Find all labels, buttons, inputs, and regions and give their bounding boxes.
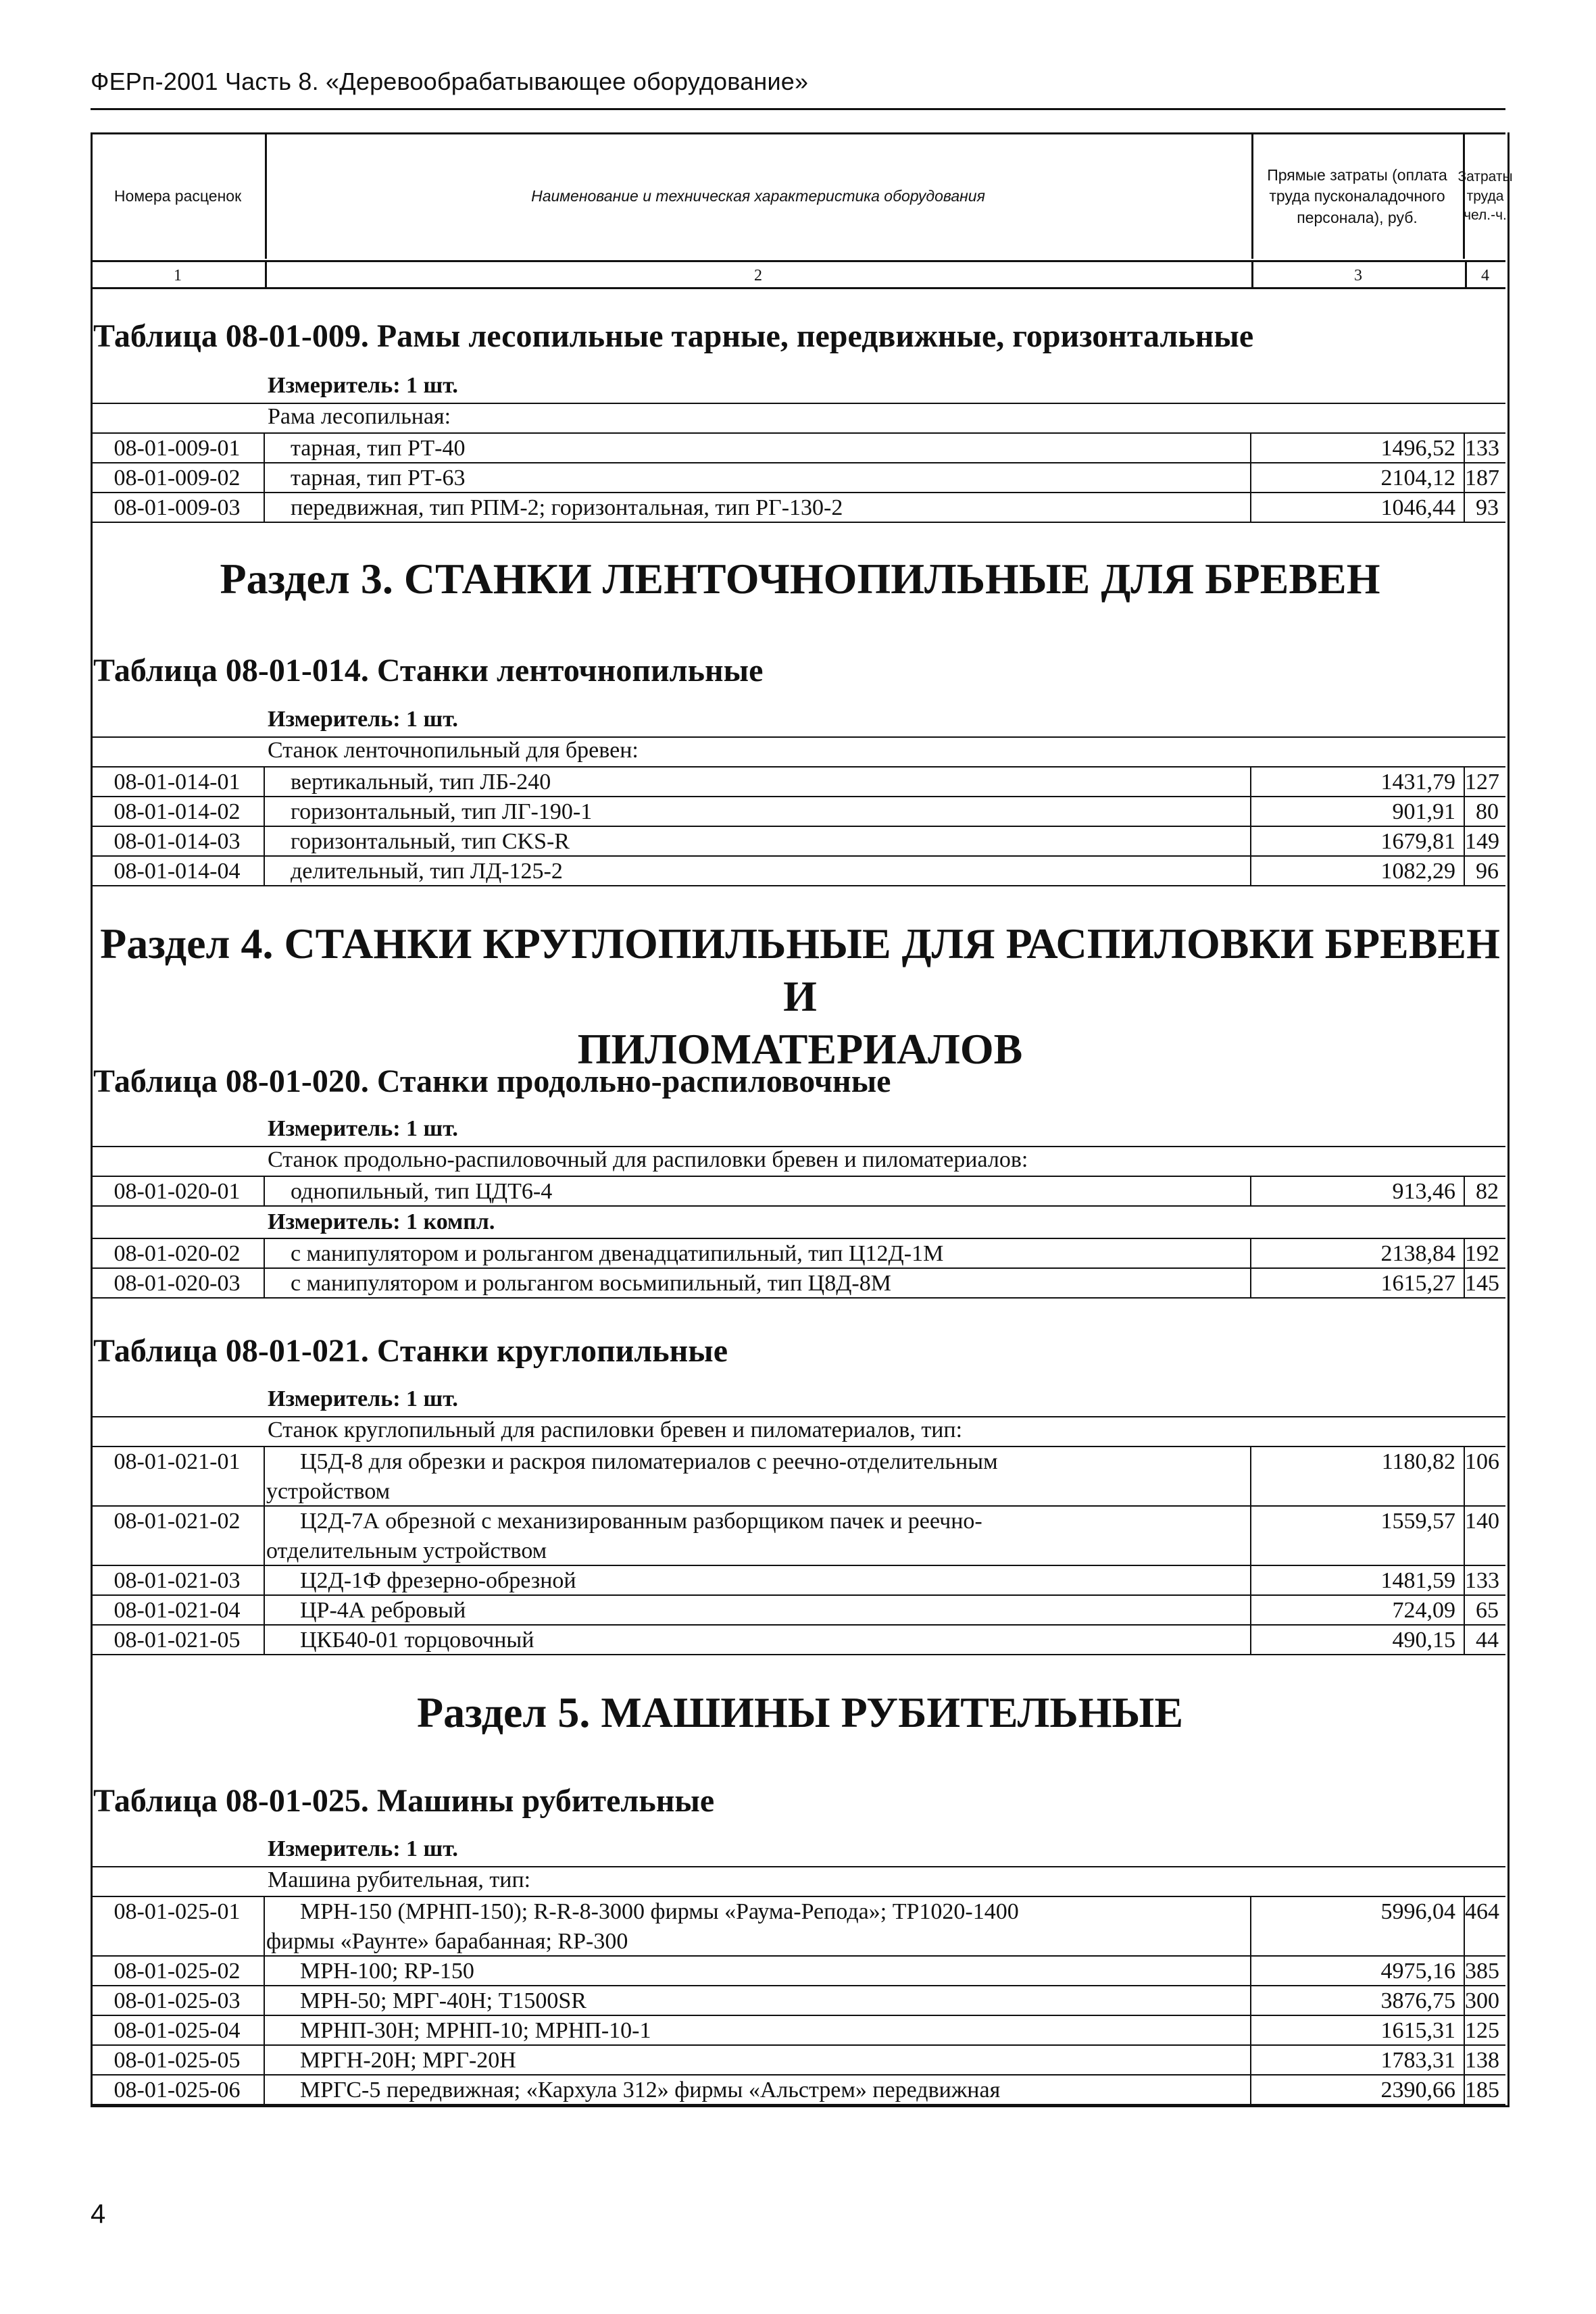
table-row: [91, 1596, 1505, 1626]
table-title-009: Таблица 08-01-009. Рамы лесопильные тарные, передвижные, горизонтальные: [93, 318, 1254, 354]
row-code: 08-01-020-03: [91, 1269, 265, 1299]
row-labor: 82: [1476, 1179, 1499, 1204]
table-row: [91, 1177, 1505, 1207]
row-name: МРГН-20Н; МРГ-20Н: [265, 2046, 1251, 2076]
table-row: [91, 857, 1505, 886]
table-row: [91, 1447, 1505, 1507]
table-row: [91, 493, 1505, 523]
row-name: с манипулятором и рольгангом двенадцатипильный, тип Ц12Д-1М: [265, 1239, 1251, 1269]
table-row: [91, 1507, 1505, 1566]
row-name: МРН-100; RP-150: [265, 1957, 1251, 1986]
table-row: [91, 2076, 1505, 2105]
row-labor: 300: [1465, 1988, 1499, 2013]
row-cost: 1431,79: [1251, 768, 1465, 797]
row-labor: 464: [1465, 1899, 1499, 1924]
header-bottom-rule: [91, 287, 1505, 289]
table-row: [91, 827, 1505, 857]
header-col-cost: Прямые затраты (оплата труда пусконаладочного персонала), руб.: [1251, 134, 1465, 259]
row-labor: 192: [1465, 1241, 1499, 1266]
row-cost: 3876,75: [1251, 1986, 1465, 2016]
row-cost: 5996,04: [1251, 1897, 1465, 1957]
row-labor: 138: [1465, 2048, 1499, 2073]
section-4-line-2: ПИЛОМАТЕРИАЛОВ: [577, 1025, 1023, 1073]
row-labor: 149: [1465, 829, 1499, 854]
section-title-3: Раздел 3. СТАНКИ ЛЕНТОЧНОПИЛЬНЫЕ ДЛЯ БРЕВЕН: [220, 555, 1380, 603]
row-cost: 1615,31: [1251, 2016, 1465, 2046]
row-code: 08-01-025-05: [91, 2046, 265, 2076]
table-title-014: Таблица 08-01-014. Станки ленточнопильные: [93, 653, 764, 688]
row-labor: 80: [1476, 799, 1499, 824]
row-labor: 44: [1476, 1628, 1499, 1653]
row-cost: 490,15: [1251, 1626, 1465, 1655]
row-code: 08-01-014-01: [91, 768, 265, 797]
row-cost: 1496,52: [1251, 434, 1465, 463]
row-labor: 187: [1465, 466, 1499, 491]
row-labor: 106: [1465, 1449, 1499, 1474]
row-labor: 140: [1465, 1509, 1499, 1534]
table-row: [91, 2016, 1505, 2046]
unit-009: Измеритель: 1 шт.: [268, 373, 458, 398]
group-020: Станок продольно-распиловочный для распиловки бревен и пиломатериалов:: [268, 1147, 1028, 1172]
row-name: Ц2Д-1Ф фрезерно-обрезной: [265, 1566, 1251, 1596]
row-labor: 127: [1465, 770, 1499, 795]
table-row: [91, 1239, 1505, 1269]
unit-014: Измеритель: 1 шт.: [268, 707, 458, 732]
row-cost: 901,91: [1251, 797, 1465, 827]
row-code: 08-01-009-03: [91, 493, 265, 523]
row-code: 08-01-009-01: [91, 434, 265, 463]
page-number: 4: [91, 2199, 106, 2229]
row-code: 08-01-021-01: [91, 1447, 265, 1507]
row-cost: 1180,82: [1251, 1447, 1465, 1507]
table-row: [91, 2046, 1505, 2076]
row-code: 08-01-009-02: [91, 463, 265, 493]
running-head-rule: [91, 108, 1505, 110]
row-name: горизонтальный, тип ЛГ-190-1: [265, 797, 1251, 827]
row-cost: 2390,66: [1251, 2076, 1465, 2105]
row-name: ЦР-4А ребровый: [265, 1596, 1251, 1626]
group-014: Станок ленточнопильный для бревен:: [268, 738, 639, 763]
table-row: [91, 1986, 1505, 2016]
row-cost: 1679,81: [1251, 827, 1465, 857]
row-code: 08-01-014-02: [91, 797, 265, 827]
row-name: МРНП-30Н; МРНП-10; МРНП-10-1: [265, 2016, 1251, 2046]
table-title-020: Таблица 08-01-020. Станки продольно-распиловочные: [93, 1063, 891, 1099]
running-head: ФЕРп-2001 Часть 8. «Деревообрабатывающее оборудование»: [91, 68, 809, 95]
row-cost: 1481,59: [1251, 1566, 1465, 1596]
row-code: 08-01-014-04: [91, 857, 265, 886]
row-labor: 133: [1465, 436, 1499, 461]
row-labor: 133: [1465, 1568, 1499, 1593]
column-header: [91, 132, 1513, 290]
table-row: [91, 768, 1505, 797]
row-cost: 1082,29: [1251, 857, 1465, 886]
row-name: с манипулятором и рольгангом восьмипильный, тип Ц8Д-8М: [265, 1269, 1251, 1299]
row-cost: 724,09: [1251, 1596, 1465, 1626]
row-name-line-2: отделительным устройством: [266, 1538, 547, 1563]
section-title-5: Раздел 5. МАШИНЫ РУБИТЕЛЬНЫЕ: [416, 1688, 1184, 1736]
row-cost: 2104,12: [1251, 463, 1465, 493]
row-labor: 93: [1476, 495, 1499, 520]
row-code: 08-01-025-06: [91, 2076, 265, 2105]
row-cost: 4975,16: [1251, 1957, 1465, 1986]
unit-021: Измеритель: 1 шт.: [268, 1386, 458, 1411]
row-code: 08-01-021-05: [91, 1626, 265, 1655]
row-name-line-1: МРН-150 (МРНП-150); R-R-8-3000 фирмы «Раума-Репода»; ТР1020-1400: [300, 1899, 1019, 1924]
row-code: 08-01-020-01: [91, 1177, 265, 1207]
table-row: [91, 1897, 1505, 1957]
unit-025: Измеритель: 1 шт.: [268, 1836, 458, 1861]
row-labor: 96: [1476, 859, 1499, 884]
row-name: [265, 1507, 1251, 1566]
row-name: передвижная, тип РПМ-2; горизонтальная, тип РГ-130-2: [265, 493, 1251, 523]
table-row: [91, 797, 1505, 827]
row-code: 08-01-025-01: [91, 1897, 265, 1957]
row-code: 08-01-020-02: [91, 1239, 265, 1269]
table-row: [91, 1626, 1505, 1655]
row-name: тарная, тип РТ-40: [265, 434, 1251, 463]
row-labor: 65: [1476, 1598, 1499, 1623]
row-name: делительный, тип ЛД-125-2: [265, 857, 1251, 886]
section-title-4: [95, 917, 1505, 1076]
row-labor: 385: [1465, 1959, 1499, 1984]
row-labor: 125: [1465, 2018, 1499, 2043]
header-num-1: 1: [91, 260, 267, 289]
row-name: МРН-50; МРГ-40Н; Т1500SR: [265, 1986, 1251, 2016]
header-num-2: 2: [265, 260, 1253, 289]
row-code: 08-01-025-03: [91, 1986, 265, 2016]
row-cost: 1783,31: [1251, 2046, 1465, 2076]
table-row: [91, 434, 1505, 463]
row-cost: 1046,44: [1251, 493, 1465, 523]
row-cost: 2138,84: [1251, 1239, 1465, 1269]
table-title-021: Таблица 08-01-021. Станки круглопильные: [93, 1333, 728, 1369]
row-name: горизонтальный, тип CKS-R: [265, 827, 1251, 857]
table-title-025: Таблица 08-01-025. Машины рубительные: [93, 1783, 715, 1819]
table-row: [91, 1269, 1505, 1299]
row-labor: 185: [1465, 2078, 1499, 2103]
table-row: [91, 1957, 1505, 1986]
row-name: ЦКБ40-01 торцовочный: [265, 1626, 1251, 1655]
unit-020: Измеритель: 1 шт.: [268, 1116, 458, 1141]
group-009: Рама лесопильная:: [268, 404, 451, 429]
row-name-line-2: фирмы «Раунте» барабанная; RP-300: [266, 1929, 628, 1954]
row-cost: 1559,57: [1251, 1507, 1465, 1566]
group-021: Станок круглопильный для распиловки бревен и пиломатериалов, тип:: [268, 1417, 963, 1442]
row-code: 08-01-021-02: [91, 1507, 265, 1566]
header-num-3: 3: [1251, 260, 1467, 289]
header-col-codes: Номера расценок: [91, 134, 267, 259]
row-name: [265, 1447, 1251, 1507]
row-name: МРГС-5 передвижная; «Кархула 312» фирмы «Альстрем» передвижная: [265, 2076, 1251, 2105]
row-name: тарная, тип РТ-63: [265, 463, 1251, 493]
header-num-4: 4: [1465, 260, 1505, 289]
row-cost: 1615,27: [1251, 1269, 1465, 1299]
row-name: [265, 1897, 1251, 1957]
row-code: 08-01-025-04: [91, 2016, 265, 2046]
row-code: 08-01-014-03: [91, 827, 265, 857]
header-col-name: Наименование и техническая характеристика оборудования: [265, 134, 1253, 259]
row-name-line-1: Ц5Д-8 для обрезки и раскроя пиломатериалов с реечно-отделительным: [300, 1449, 998, 1474]
section-4-line-1: Раздел 4. СТАНКИ КРУГЛОПИЛЬНЫЕ ДЛЯ РАСПИЛОВКИ БРЕВЕН И: [100, 920, 1500, 1020]
row-labor: 145: [1465, 1271, 1499, 1296]
row-name: вертикальный, тип ЛБ-240: [265, 768, 1251, 797]
unit-020-kompl: Измеритель: 1 компл.: [268, 1209, 495, 1234]
row-code: 08-01-021-03: [91, 1566, 265, 1596]
row-code: 08-01-021-04: [91, 1596, 265, 1626]
table-row: [91, 1566, 1505, 1596]
row-name-line-1: Ц2Д-7А обрезной с механизированным разборщиком пачек и реечно-: [300, 1509, 982, 1534]
table-row: [91, 463, 1505, 493]
header-col-labor: Затраты труда чел.-ч.: [1457, 169, 1513, 224]
row-cost: 913,46: [1251, 1177, 1465, 1207]
group-025: Машина рубительная, тип:: [268, 1867, 531, 1892]
row-name: однопильный, тип ЦДТ6-4: [265, 1177, 1251, 1207]
row-code: 08-01-025-02: [91, 1957, 265, 1986]
row-name-line-2: устройством: [266, 1479, 391, 1504]
